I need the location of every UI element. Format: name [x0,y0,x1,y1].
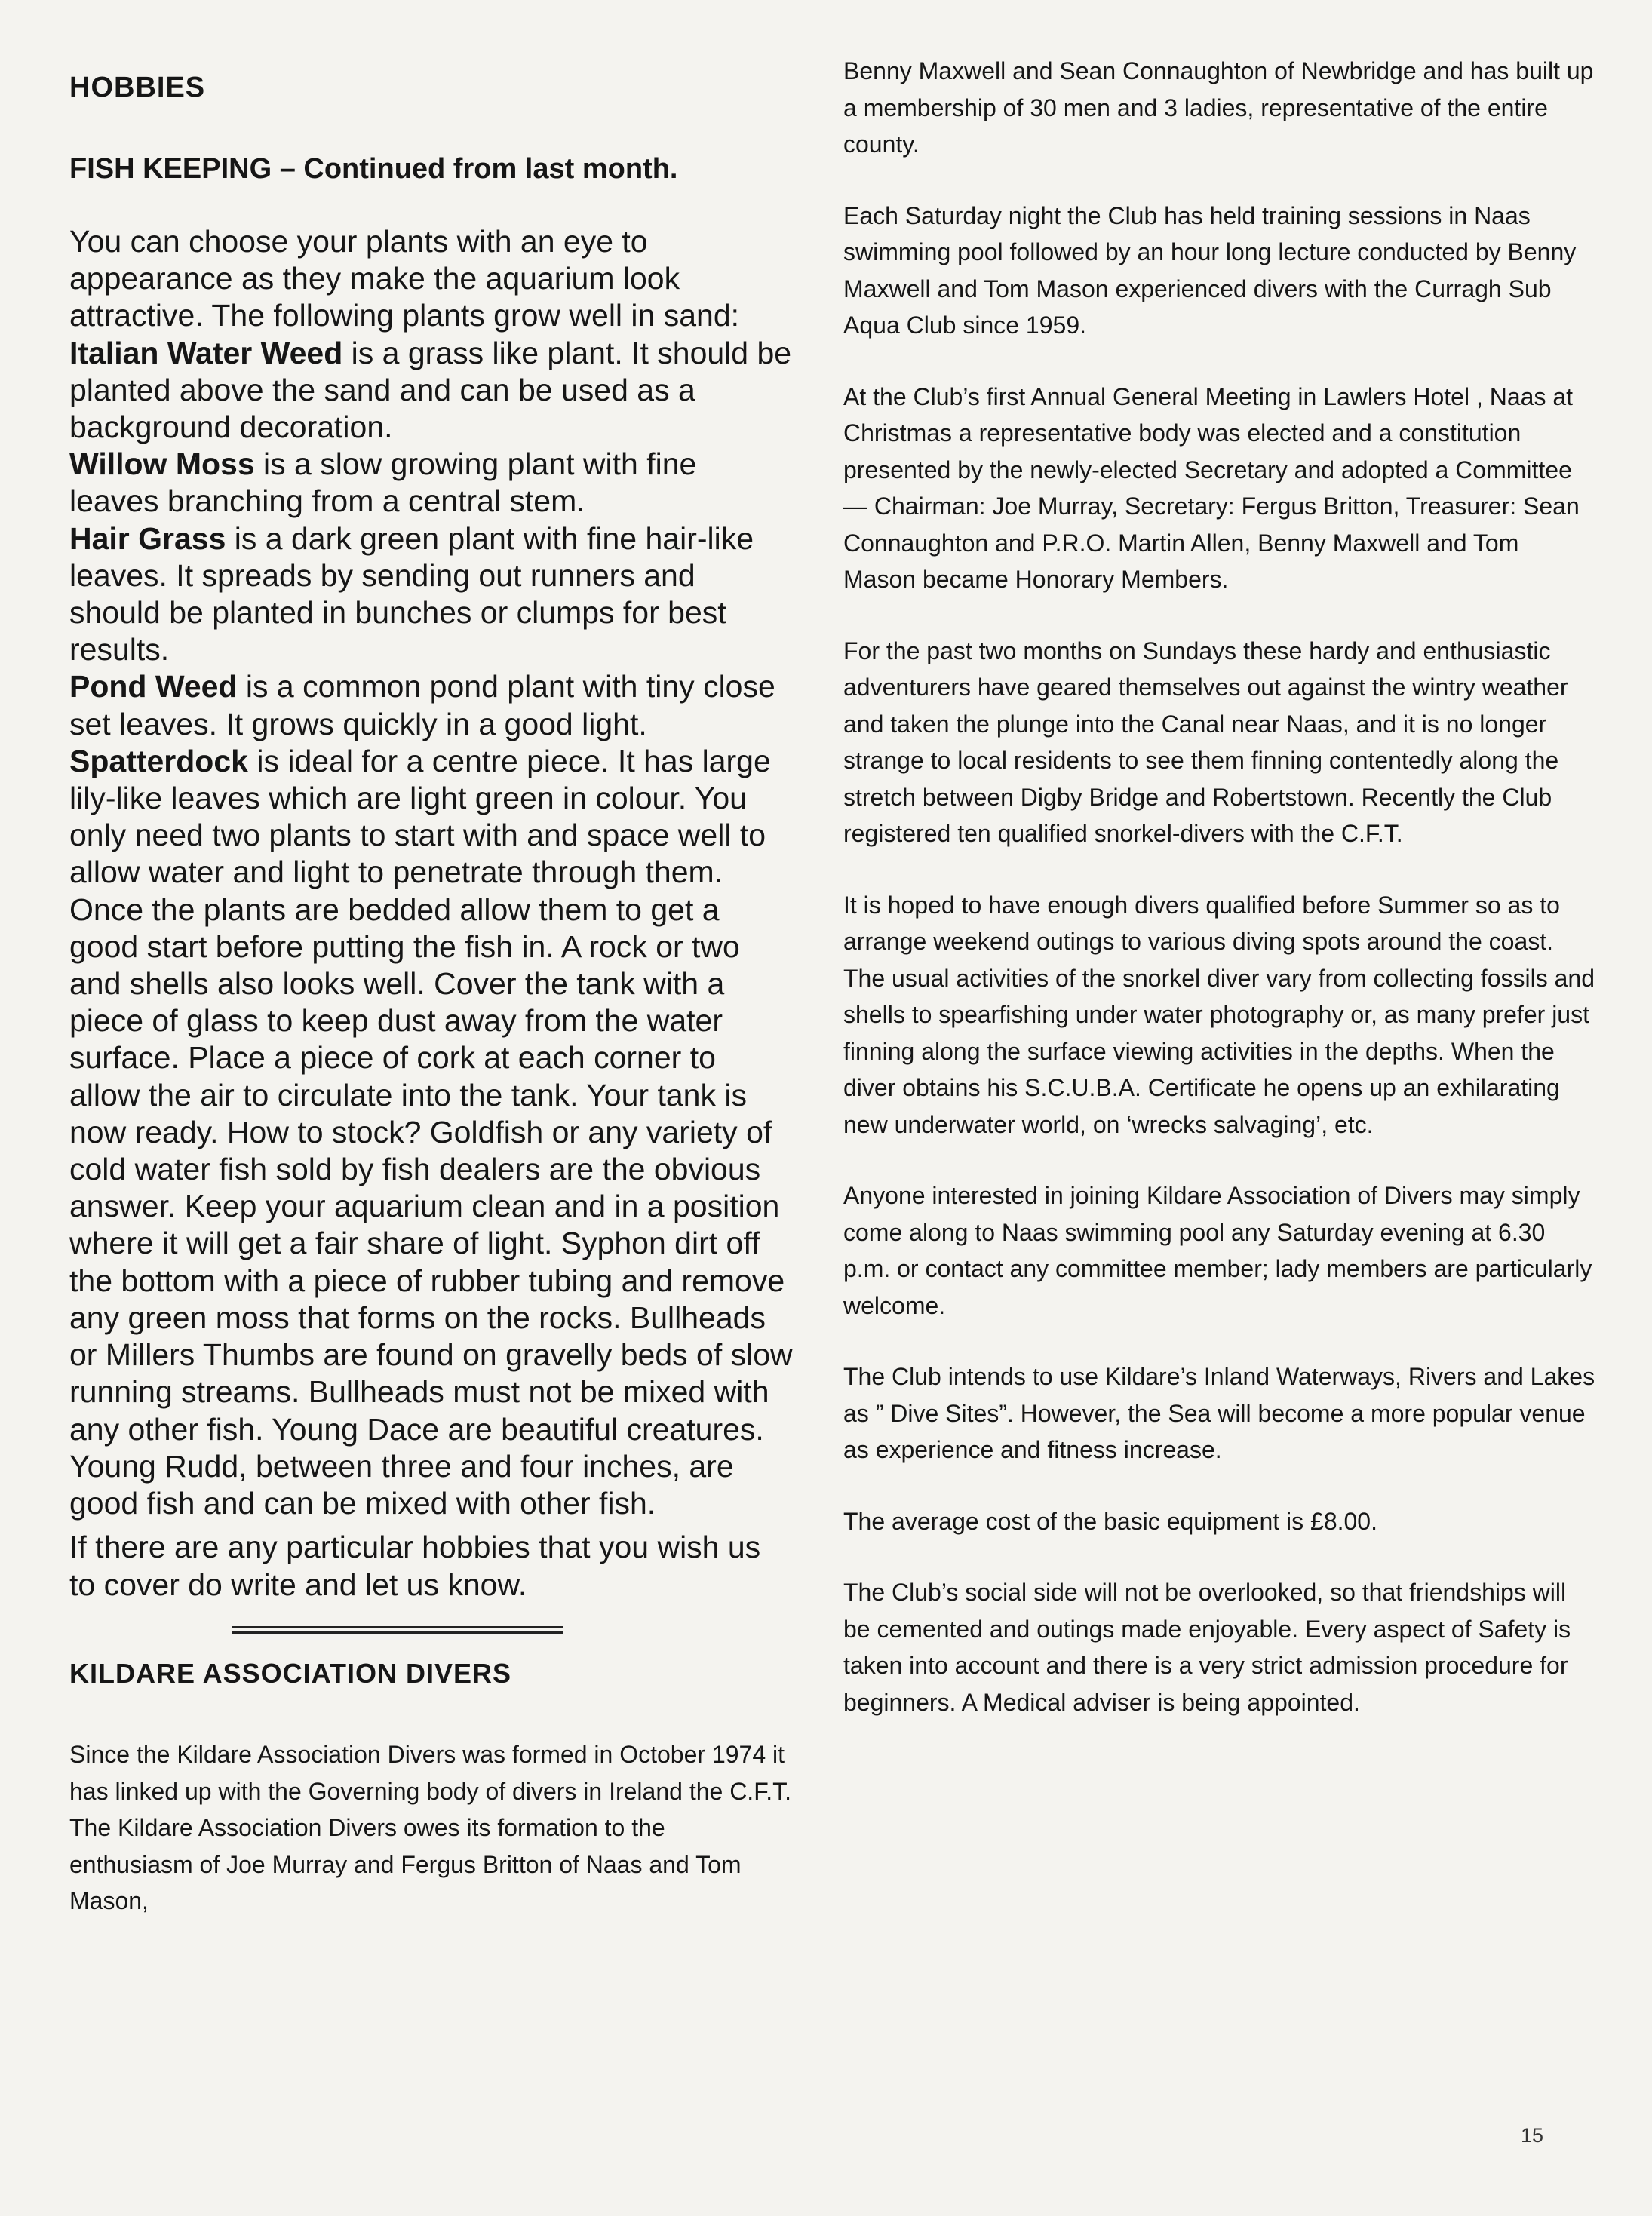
divers-paragraph: For the past two months on Sundays these hardy and enthusiastic adventurers have geared themselves out against the wintry weather and taken the plunge into the Canal near Naas, and it is no longer strange to local residents to see them finning contentedly along the stretch between Digby Bridge and Robertstown. Recently the Club registered ten qualified snorkel-divers with the C.F.T. [843,637,1568,847]
fish-keeping-title: FISH KEEPING – Continued from last month. [69,153,678,185]
divers-paragraph: Each Saturday night the Club has held training sessions in Naas swimming pool followed by an hour long lecture conducted by Benny Maxwell and Tom Mason experienced divers with the Curragh Sub Aqua Club since 1959. [843,201,1577,339]
fish-keeping-body [69,223,794,1522]
plant-description: is ideal for a centre piece. It has large lily-like leaves which are light green in colour. You only need two plants to start with and space well to allow water and light to penetrate through them. Once the plants are bedded allow them to get a good start before putting the fish in. A rock or two and shells also looks well. Cover the tank with a piece of glass to keep dust away from the water surface. Place a piece of cork at each corner to allow the air to circulate into the tank. Your tank is now ready. How to stock? Goldfish or any variety of cold water fish sold by fish dealers are the obvious answer. Keep your aquarium clean and in a position where it will get a fair share of light. Syphon dirt off the bottom with a piece of rubber tubing and remove any green moss that forms on the rocks. Bullheads or Millers Thumbs are found on gravelly beds of slow running streams. Bullheads must not be mixed with any other fish. Young Dace are beautiful creatures. Young Rudd, between three and four inches, are good fish and can be mixed with other fish. [69,743,793,1521]
plant-name: Willow Moss [69,447,255,482]
plant-description: is a slow growing plant with fine leaves branching from a central stem. [69,447,697,519]
plant-name: Italian Water Weed [69,335,343,370]
left-column [69,66,794,1920]
divers-paragraph: It is hoped to have enough divers qualified before Summer so as to arrange weekend outings to various diving spots around the coast. The usual activities of the snorkel diver vary from collecting fossils and shells to spearfishing under water photography or, as many prefer just finning along the surface viewing activities in the depths. When the diver obtains his S.C.U.B.A. Certificate he opens up an exhilarating new underwater world, on ‘wrecks salvaging’, etc. [843,891,1595,1138]
divers-paragraph: Anyone interested in joining Kildare Association of Divers may simply come along to Naas swimming pool any Saturday evening at 6.30 p.m. or contact any committee member; lady members are particularly welcome. [843,1182,1592,1319]
section-divider [232,1626,563,1634]
divers-paragraph: The Club intends to use Kildare’s Inland Waterways, Rivers and Lakes as ” Dive Sites”. However, the Sea will become a more popular venue as experience and fitness increase. [843,1363,1595,1463]
divers-paragraph: Benny Maxwell and Sean Connaughton of Newbridge and has built up a membership of 30 men and 3 ladies, representative of the entire county. [843,57,1594,158]
plant-description: is a common pond plant with tiny close set leaves. It grows quickly in a good light. [69,669,775,741]
plant-description: is a dark green plant with fine hair-like leaves. It spreads by sending out runners and should be planted in bunches or clumps for best results. [69,520,754,668]
right-column [843,53,1598,1755]
kildare-divers-title: KILDARE ASSOCIATION DIVERS [69,1658,512,1690]
plant-description: is a grass like plant. It should be planted above the sand and can be used as a background decoration. [69,335,792,445]
plant-name: Pond Weed [69,669,238,704]
kildare-divers-intro: Since the Kildare Association Divers was formed in October 1974 it has linked up with the Governing body of divers in Ireland the C.F.T. The Kildare Association Divers owes its formation to the enthusiasm of Joe Murray and Fergus Britton of Naas and Tom Mason, [69,1741,791,1915]
divers-paragraph: The Club’s social side will not be overlooked, so that friendships will be cemented and outings made enjoyable. Every aspect of Safety is taken into account and there is a very strict admission procedure for beginners. A Medical adviser is being appointed. [843,1579,1571,1716]
fish-keeping-closing: If there are any particular hobbies that you wish us to cover do write and let us know. [69,1530,761,1603]
fish-keeping-intro: You can choose your plants with an eye to appearance as they make the aquarium look attractive. The following plants grow well in sand: [69,224,740,333]
plant-name: Hair Grass [69,520,226,556]
divers-paragraph: The average cost of the basic equipment is £8.00. [843,1507,1377,1535]
divers-paragraph: At the Club’s first Annual General Meeting in Lawlers Hotel , Naas at Christmas a representative body was elected and a constitution presented by the newly-elected Secretary and adopted a Committee — Chairman: Joe Murray, Secretary: Fergus Britton, Treasurer: Sean Connaughton and P.R.O. Martin Allen, Benny Maxwell and Tom Mason became Honorary Members. [843,382,1580,593]
section-label: HOBBIES [69,72,206,103]
page-number: 15 [1521,2124,1544,2147]
plant-name: Spatterdock [69,743,248,778]
